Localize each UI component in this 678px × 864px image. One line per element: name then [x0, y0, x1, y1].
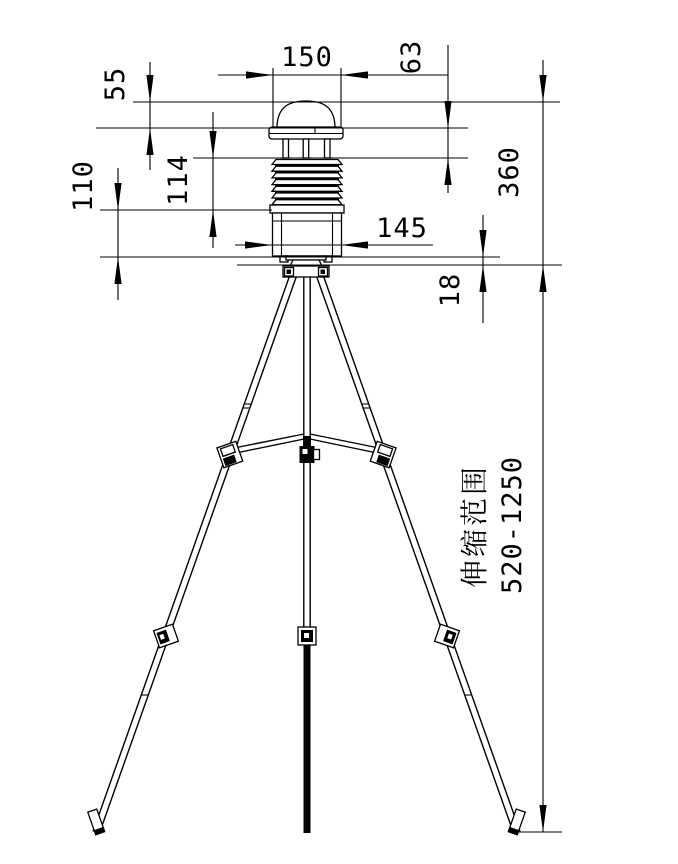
dim-label-63: 63 [396, 39, 427, 75]
tripod-head [283, 266, 329, 277]
sensor-dome [277, 101, 335, 128]
leg-clamp-left [217, 441, 243, 467]
center-column-lower-tube [304, 645, 311, 833]
dim-360 [494, 60, 547, 832]
right-leg-lock-collar [435, 624, 460, 648]
dim-telescopic-range [458, 456, 528, 594]
dim-55 [100, 62, 154, 170]
leg-clamp-right [370, 441, 396, 467]
sensor-posts [280, 139, 334, 158]
dim-label-110: 110 [68, 160, 99, 212]
dim-label-360: 360 [494, 146, 525, 198]
sensor-lower-body [270, 205, 344, 256]
dim-18 [435, 215, 487, 323]
left-leg-lock-collar [154, 624, 179, 648]
sensor-unit [269, 101, 344, 266]
dim-114 [163, 112, 217, 248]
dim-label-114: 114 [163, 154, 194, 206]
column-lock-collar [298, 627, 316, 645]
dim-label-18: 18 [435, 272, 466, 308]
center-hub [300, 446, 320, 463]
left-foot [88, 809, 105, 835]
dim-label-150: 150 [281, 42, 333, 73]
dim-label-55: 55 [100, 66, 131, 102]
dim-label-145: 145 [376, 213, 428, 244]
tripod-left-leg [93, 277, 296, 832]
dim-63 [396, 40, 452, 193]
radiation-shield-louvers [272, 160, 342, 206]
telescopic-range-label: 伸缩范围 [458, 463, 491, 589]
dim-110 [68, 160, 122, 300]
telescopic-range-value: 520-1250 [497, 455, 528, 595]
right-foot [508, 809, 525, 835]
sensor-brim [269, 127, 343, 139]
